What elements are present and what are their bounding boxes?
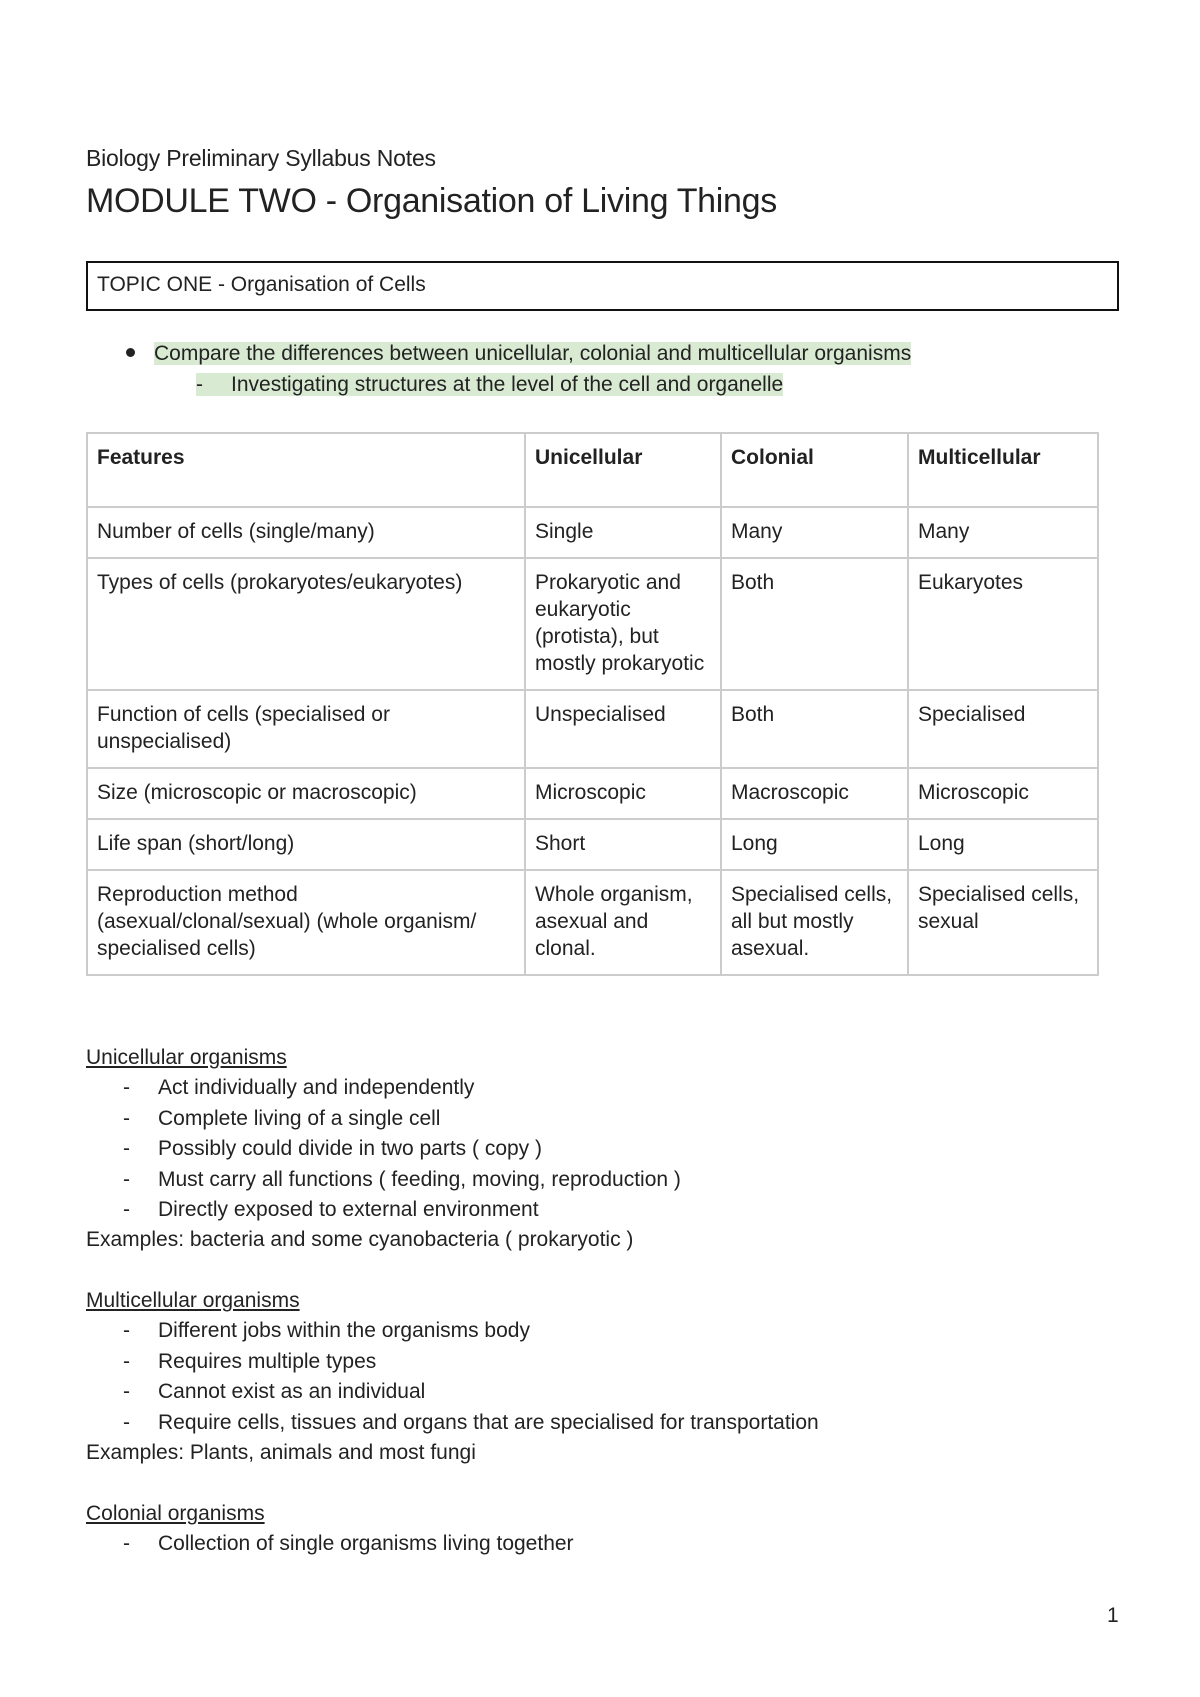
table-cell: Both xyxy=(721,690,908,768)
list-item xyxy=(86,1195,681,1225)
table-header-cell: Colonial xyxy=(721,433,908,507)
table-row xyxy=(87,558,1098,690)
table-row xyxy=(87,507,1098,558)
table-cell: Unspecialised xyxy=(525,690,721,768)
dash-marker: - xyxy=(123,1076,130,1100)
list-item-text: Different jobs within the organisms body xyxy=(158,1319,530,1343)
table-header-cell: Unicellular xyxy=(525,433,721,507)
comparison-table xyxy=(86,432,1099,976)
table-cell: Prokaryotic and eukaryotic (protista), but mostly prokaryotic xyxy=(525,558,721,690)
examples-text: Examples: Plants, animals and most fungi xyxy=(86,1441,476,1465)
table-cell: Life span (short/long) xyxy=(87,819,525,870)
table-cell: Macroscopic xyxy=(721,768,908,819)
table-row xyxy=(87,870,1098,975)
list-item xyxy=(86,1073,681,1103)
table-cell: Size (microscopic or macroscopic) xyxy=(87,768,525,819)
list-item-text: Complete living of a single cell xyxy=(158,1106,441,1130)
section-heading: Colonial organisms xyxy=(86,1502,265,1525)
list-item-text: Requires multiple types xyxy=(158,1349,377,1373)
table-cell: Function of cells (specialised or unspecialised) xyxy=(87,690,525,768)
table-header-cell: Features xyxy=(87,433,525,507)
table-cell: Specialised cells, sexual xyxy=(908,870,1098,975)
multicellular-section xyxy=(86,1286,819,1468)
table-cell: Long xyxy=(908,819,1098,870)
unicellular-section xyxy=(86,1043,681,1256)
table-cell: Both xyxy=(721,558,908,690)
examples-text: Examples: bacteria and some cyanobacteria ( prokaryotic ) xyxy=(86,1228,634,1252)
table-row xyxy=(87,690,1098,768)
table-cell: Specialised xyxy=(908,690,1098,768)
table-cell: Number of cells (single/many) xyxy=(87,507,525,558)
dash-marker: - xyxy=(123,1167,130,1191)
dash-marker: - xyxy=(123,1380,130,1404)
document-title: MODULE TWO - Organisation of Living Things xyxy=(86,182,777,220)
table-cell: Microscopic xyxy=(525,768,721,819)
objective-text: Compare the differences between unicellular, colonial and multicellular organisms xyxy=(154,342,912,365)
table-cell: Types of cells (prokaryotes/eukaryotes) xyxy=(87,558,525,690)
list-item xyxy=(86,1134,681,1164)
list-item-text: Cannot exist as an individual xyxy=(158,1380,426,1404)
dash-marker: - xyxy=(123,1319,130,1343)
list-item xyxy=(86,1104,681,1134)
table-header-row xyxy=(87,433,1098,507)
table-cell: Long xyxy=(721,819,908,870)
list-item xyxy=(86,1165,681,1195)
list-item-text: Require cells, tissues and organs that are specialised for transportation xyxy=(158,1410,819,1434)
list-item xyxy=(86,1316,819,1346)
bullet-dot-icon xyxy=(126,348,135,357)
dash-marker: - xyxy=(123,1532,130,1556)
table-cell: Whole organism, asexual and clonal. xyxy=(525,870,721,975)
dash-marker: - xyxy=(123,1137,130,1161)
document-subtitle: Biology Preliminary Syllabus Notes xyxy=(86,145,436,171)
list-item xyxy=(86,1529,574,1559)
list-item-text: Collection of single organisms living together xyxy=(158,1532,574,1556)
dash-marker: - xyxy=(123,1349,130,1373)
colonial-section xyxy=(86,1499,574,1560)
list-item-text: Directly exposed to external environment xyxy=(158,1198,539,1222)
table-cell: Specialised cells, all but mostly asexual. xyxy=(721,870,908,975)
table-cell: Eukaryotes xyxy=(908,558,1098,690)
table-header-cell: Multicellular xyxy=(908,433,1098,507)
table-cell: Single xyxy=(525,507,721,558)
bullet-list xyxy=(86,1316,819,1438)
table-row xyxy=(87,768,1098,819)
topic-label: TOPIC ONE - Organisation of Cells xyxy=(97,273,426,296)
list-item xyxy=(86,1408,819,1438)
table-cell: Many xyxy=(721,507,908,558)
bullet-list xyxy=(86,1073,681,1225)
list-item xyxy=(86,1377,819,1407)
table-cell: Reproduction method (asexual/clonal/sexual) (whole organism/ specialised cells) xyxy=(87,870,525,975)
section-heading: Unicellular organisms xyxy=(86,1046,287,1069)
dash-marker: - xyxy=(123,1410,130,1434)
table-row xyxy=(87,819,1098,870)
list-item-text: Possibly could divide in two parts ( copy ) xyxy=(158,1137,542,1161)
table-cell: Microscopic xyxy=(908,768,1098,819)
dash-marker: - xyxy=(123,1106,130,1130)
page-number: 1 xyxy=(1107,1604,1119,1627)
list-item-text: Act individually and independently xyxy=(158,1076,475,1100)
section-heading: Multicellular organisms xyxy=(86,1289,300,1312)
list-item-text: Must carry all functions ( feeding, moving, reproduction ) xyxy=(158,1167,681,1191)
table-cell: Many xyxy=(908,507,1098,558)
objective-sub-bullet xyxy=(196,373,783,397)
list-item xyxy=(86,1347,819,1377)
dash-marker: - xyxy=(123,1198,130,1222)
bullet-list xyxy=(86,1529,574,1559)
dash-marker: - xyxy=(196,373,203,396)
topic-box xyxy=(86,261,1119,311)
objective-bullet xyxy=(122,342,911,366)
table-cell: Short xyxy=(525,819,721,870)
sub-objective-text: Investigating structures at the level of the cell and organelle xyxy=(231,373,784,396)
